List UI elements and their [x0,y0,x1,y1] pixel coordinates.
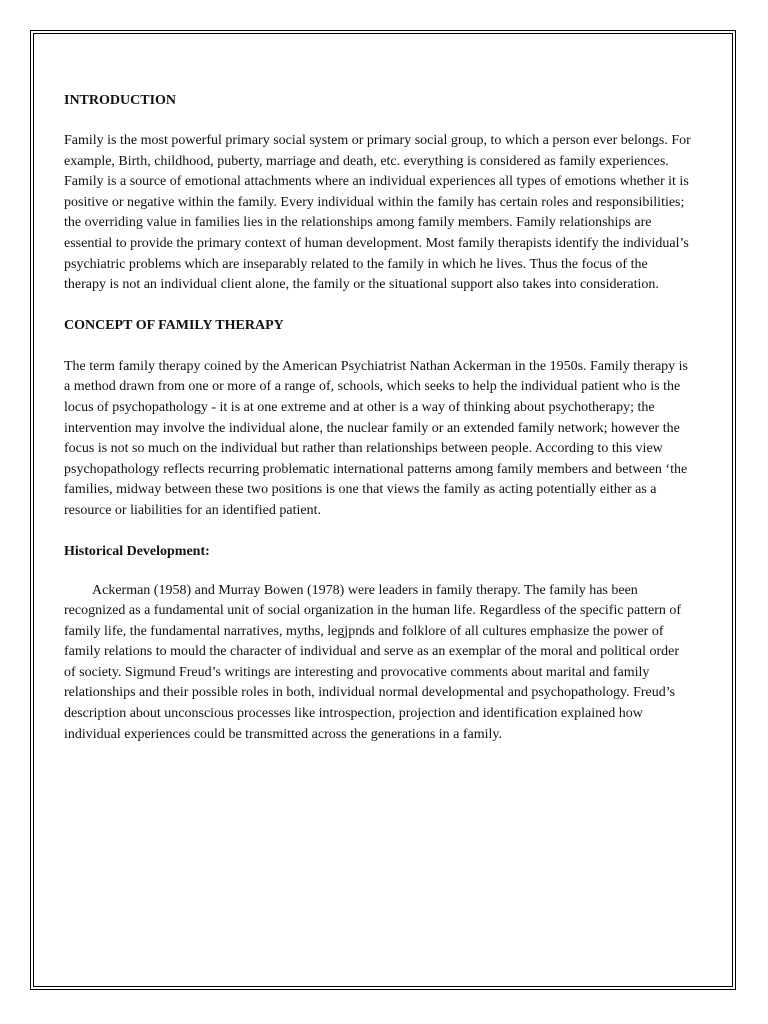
concept-paragraph: The term family therapy coined by the American Psychiatrist Nathan Ackerman in the 1950s. Family therapy is a method drawn from one or more of a range of, schools, which seeks to help the individual patient who is the locus of psychopathology - it is at one extreme and at other is a way of thinking about psychotherapy; the intervention may involve the individual alone, the nuclear family or an extended family network; however the focus is not so much on the individual but rather than relationships between people. According to this view psychopathology reflects recurring problematic international patterns among family members and between ‘the families, midway between these two positions is one that views the family as acting potentially either as a resource or liabilities for an identified patient. [64,358,689,518]
historical-development-heading: Historical Development: [64,543,210,559]
introduction-paragraph: Family is the most powerful primary social system or primary social group, to which a person ever belongs. For example, Birth, childhood, puberty, marriage and death, etc. everything is considered as family experiences. Family is a source of emotional attachments where an individual experiences all types of emotions whether it is positive or negative within the family. Every individual within the family has certain roles and responsibilities; the overriding value in families lies in the relationships among family members. Family relationships are essential to provide the primary context of human development. Most family therapists identify the individual’s psychiatric problems which are inseparably related to the family in which he lives. Thus the focus of the therapy is not an individual client alone, the family or the situational support also takes into consideration. [64,133,691,293]
concept-heading: CONCEPT OF FAMILY THERAPY [64,317,284,333]
historical-development-paragraph: Ackerman (1958) and Murray Bowen (1978) were leaders in family therapy. The family has been recognized as a fundamental unit of social organization in the human life. Regardless of the specific pattern of family life, the fundamental narratives, myths, legjpnds and folklore of all cultures emphasize the power of family relations to mould the character of individual and serve as an exemplar of the moral and political order of society. Sigmund Freud’s writings are interesting and provocative comments about marital and family relationships and their possible roles in both, individual normal developmental and psychopathology. Freud’s description about unconscious processes like introspection, projection and identification explained how individual experiences could be transmitted across the generations in a family. [64,582,682,742]
introduction-heading: INTRODUCTION [64,93,177,108]
document-body [64,90,692,745]
